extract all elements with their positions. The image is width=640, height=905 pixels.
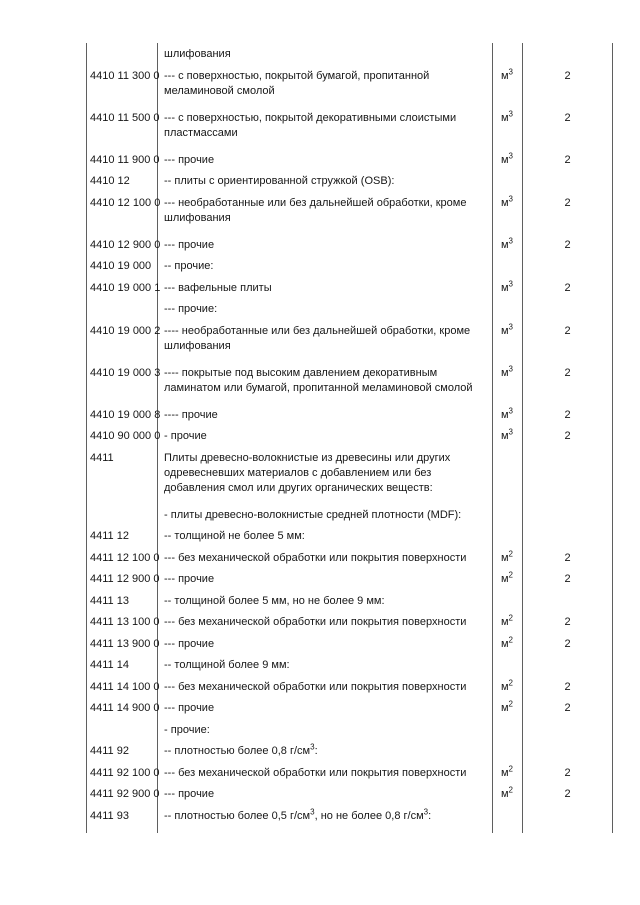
table-row	[86, 529, 613, 544]
unit-cell	[492, 451, 522, 496]
unit-cell: $м^3$	[500, 193, 513, 209]
quantity-cell: 2	[564, 573, 571, 585]
description-cell: ---- прочие	[164, 408, 218, 421]
code-cell: 4411 93	[90, 809, 129, 822]
quantity-cell: 2	[564, 788, 571, 800]
code-cell: 4411 14 900 0	[90, 702, 160, 714]
code-cell: 4411 12 900 0	[90, 573, 160, 585]
unit-cell	[492, 529, 522, 544]
table-row	[86, 259, 613, 274]
code-cell: 4411 13 100 0	[90, 616, 160, 628]
code-cell: 4411 12 100 0	[90, 551, 160, 564]
table-row	[86, 744, 613, 759]
table-row	[86, 658, 613, 673]
quantity-cell	[522, 174, 613, 189]
description-cell: --- прочие:	[164, 303, 218, 315]
unit-cell: $м^3$	[500, 66, 513, 82]
description-cell: --- необработанные или без дальнейшей обработки, кроме шлифования	[164, 196, 467, 224]
unit-cell: $м^3$	[500, 150, 513, 166]
unit-cell: $м^3$	[500, 278, 513, 294]
unit-cell: $м^2$	[500, 785, 513, 800]
table-row	[86, 302, 613, 317]
description-cell: --- прочие	[164, 153, 215, 166]
code-cell: 4410 11 500 0	[90, 111, 160, 124]
unit-cell: $м^3$	[500, 405, 513, 421]
table-row	[86, 806, 613, 824]
code-cell: 4411 13 900 0	[90, 637, 160, 650]
unit-cell: $м^2$	[500, 634, 513, 650]
unit-cell	[492, 744, 522, 759]
description-cell: --- прочие	[164, 637, 215, 650]
table-row	[86, 594, 613, 609]
description-cell: -- толщиной более 9 мм:	[164, 659, 290, 671]
code-cell: 4411 13	[90, 594, 129, 607]
unit-cell: $м^3$	[500, 427, 513, 442]
table-row	[86, 66, 613, 99]
unit-cell: $м^2$	[500, 677, 513, 693]
table-row	[86, 108, 613, 141]
description-cell: -- прочие:	[164, 260, 214, 272]
quantity-cell	[522, 529, 613, 544]
quantity-cell: 2	[564, 111, 571, 124]
description-cell: --- с поверхностью, покрытой бумагой, пропитанной меламиновой смолой	[164, 69, 430, 97]
code-cell	[86, 302, 157, 317]
description-cell: -- плотностью более 0,5 $г/см^3$, но не более 0,8 $г/см^3$:	[164, 806, 432, 822]
quantity-cell	[522, 451, 613, 496]
quantity-cell: 2	[564, 680, 571, 693]
quantity-cell: 2	[564, 766, 571, 779]
code-cell	[86, 47, 157, 62]
description-cell: ---- покрытые под высоким давлением декоративным ламинатом или бумагой, пропитанной меламиновой смолой	[164, 366, 473, 394]
quantity-cell: 2	[564, 551, 571, 564]
unit-cell	[492, 302, 522, 317]
code-cell: 4411 92 100 0	[90, 766, 160, 779]
description-cell: Плиты древесно-волокнистые из древесины или других одревесневших материалов с добавлением или без добавления смол или других органических веществ:	[164, 451, 451, 494]
table-row	[86, 508, 613, 523]
description-cell: - прочие	[164, 430, 207, 442]
quantity-cell	[522, 723, 613, 738]
table-row	[86, 615, 613, 630]
table-row	[86, 278, 613, 296]
table-row	[86, 235, 613, 253]
quantity-cell: 2	[564, 430, 571, 442]
quantity-cell: 2	[564, 366, 571, 379]
code-cell: 4410 11 900 0	[90, 153, 160, 166]
unit-cell: $м^2$	[500, 548, 513, 564]
description-cell: --- без механической обработки или покрытия поверхности	[164, 551, 467, 564]
code-cell	[86, 508, 157, 523]
unit-cell	[492, 809, 522, 824]
unit-cell: $м^2$	[500, 699, 513, 714]
unit-cell: $м^2$	[500, 570, 513, 585]
quantity-cell: 2	[564, 153, 571, 166]
table-row	[86, 634, 613, 652]
description-cell: ---- необработанные или без дальнейшей обработки, кроме шлифования	[164, 324, 471, 352]
unit-cell: $м^3$	[500, 235, 513, 251]
code-cell: 4410 19 000 1	[90, 281, 161, 294]
table-row	[86, 174, 613, 189]
unit-cell: $м^3$	[500, 108, 513, 124]
description-cell: -- плотностью более 0,8 $г/см^3$:	[164, 742, 318, 757]
code-cell: 4411 12	[90, 530, 129, 542]
code-cell: 4411 92 900 0	[90, 788, 160, 800]
description-cell: --- прочие	[164, 702, 215, 714]
table-row	[86, 701, 613, 716]
table-row	[86, 193, 613, 226]
unit-cell	[492, 723, 522, 738]
code-cell: 4410 19 000 2	[90, 324, 161, 337]
code-cell: 4411 14	[90, 659, 129, 671]
quantity-cell: 2	[564, 69, 571, 82]
code-cell: 4410 11 300 0	[90, 69, 160, 82]
quantity-cell: 2	[564, 637, 571, 650]
description-cell: -- плиты с ориентированной стружкой (OSB):	[164, 175, 395, 187]
table-row	[86, 405, 613, 423]
description-cell: --- без механической обработки или покрытия поверхности	[164, 616, 467, 628]
quantity-cell: 2	[564, 196, 571, 209]
unit-cell	[492, 508, 522, 523]
table-row	[86, 787, 613, 802]
description-cell: --- вафельные плиты	[164, 281, 272, 294]
description-cell: --- прочие	[164, 238, 215, 251]
description-cell: -- толщиной не более 5 мм:	[164, 530, 305, 542]
unit-cell: $м^2$	[500, 763, 513, 779]
table-row	[86, 321, 613, 354]
quantity-cell: 2	[564, 616, 571, 628]
table-row	[86, 47, 613, 62]
quantity-cell	[522, 259, 613, 274]
table-row	[86, 363, 613, 396]
code-cell: 4410 12	[90, 175, 130, 187]
description-cell: --- без механической обработки или покрытия поверхности	[164, 766, 467, 779]
quantity-cell	[522, 594, 613, 609]
table-row	[86, 451, 613, 496]
code-cell: 4410 90 000 0	[90, 430, 161, 442]
description-cell: - прочие:	[164, 723, 210, 736]
quantity-cell	[522, 508, 613, 523]
unit-cell	[492, 259, 522, 274]
code-cell: 4411 92	[90, 745, 129, 757]
code-cell: 4411 14 100 0	[90, 680, 160, 693]
code-cell	[86, 723, 157, 738]
table-row	[86, 429, 613, 444]
code-cell: 4410 12 900 0	[90, 238, 161, 251]
unit-cell: $м^3$	[500, 321, 513, 337]
table-row	[86, 763, 613, 781]
quantity-cell: 2	[564, 408, 571, 421]
unit-cell: $м^2$	[500, 613, 513, 628]
description-cell: --- с поверхностью, покрытой декоративными слоистыми пластмассами	[164, 111, 457, 139]
description-cell: --- прочие	[164, 788, 215, 800]
unit-cell: $м^3$	[500, 363, 513, 379]
quantity-cell	[522, 302, 613, 317]
code-cell: 4410 19 000	[90, 260, 152, 272]
table-row	[86, 723, 613, 738]
description-cell: шлифования	[164, 48, 231, 60]
tariff-table	[86, 43, 613, 833]
code-cell: 4411	[90, 451, 114, 464]
code-cell: 4410 19 000 8	[90, 408, 161, 421]
unit-cell	[492, 594, 522, 609]
quantity-cell	[522, 47, 613, 62]
table-row	[86, 677, 613, 695]
code-cell: 4410 19 000 3	[90, 366, 161, 379]
description-cell: --- без механической обработки или покрытия поверхности	[164, 680, 467, 693]
table-rows	[86, 47, 613, 830]
description-cell: --- прочие	[164, 573, 215, 585]
table-row	[86, 150, 613, 168]
quantity-cell	[522, 744, 613, 759]
quantity-cell: 2	[564, 238, 571, 251]
quantity-cell: 2	[564, 281, 571, 294]
quantity-cell: 2	[564, 324, 571, 337]
description-cell: -- толщиной более 5 мм, но не более 9 мм:	[164, 594, 385, 607]
table-row	[86, 548, 613, 566]
code-cell: 4410 12 100 0	[90, 196, 161, 209]
unit-cell	[492, 174, 522, 189]
unit-cell	[492, 658, 522, 673]
quantity-cell	[522, 658, 613, 673]
unit-cell	[492, 47, 522, 62]
quantity-cell	[522, 809, 613, 824]
quantity-cell: 2	[564, 702, 571, 714]
description-cell: - плиты древесно-волокнистые средней плотности (MDF):	[164, 508, 462, 521]
table-row	[86, 572, 613, 587]
